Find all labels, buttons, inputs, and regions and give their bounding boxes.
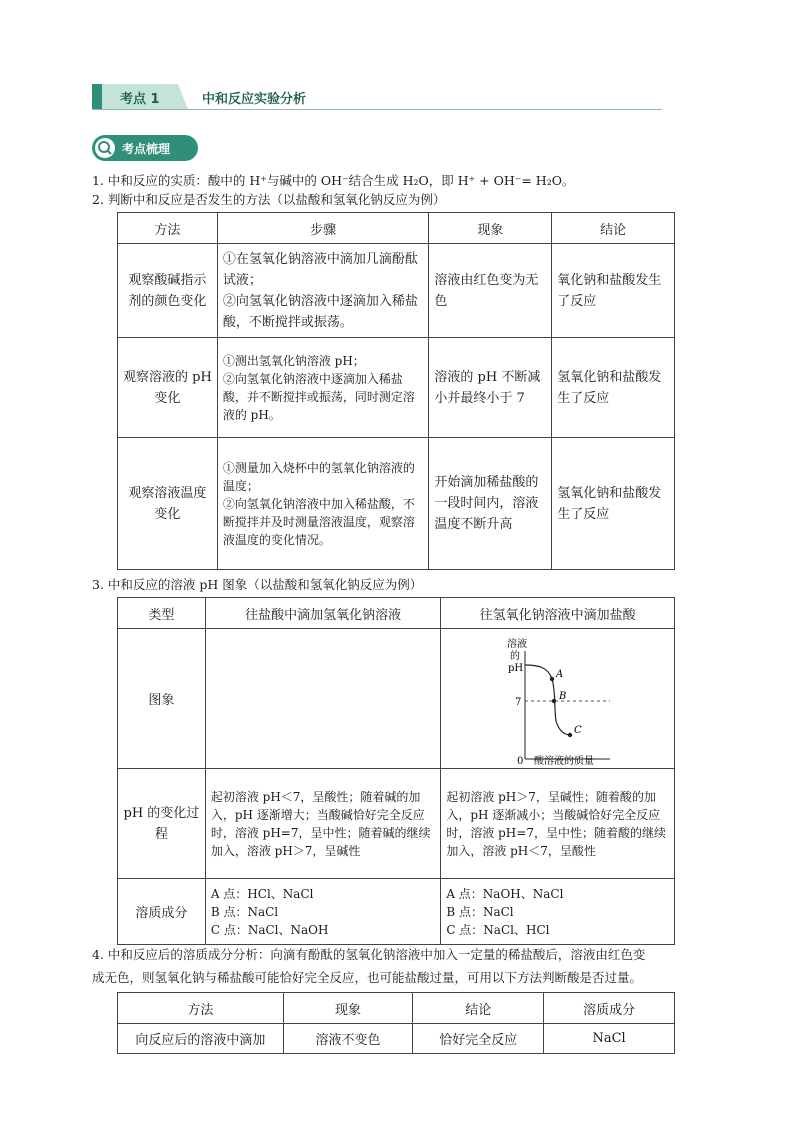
table-row xyxy=(118,338,675,438)
steps-cell xyxy=(217,244,429,338)
search-icon xyxy=(95,138,115,158)
graph-cell xyxy=(441,629,675,769)
col-header-method: 方法 xyxy=(118,993,284,1024)
process-row-label: pH 的变化过程 xyxy=(118,769,206,879)
step-1: ①在氢氧化钠溶液中滴加几滴酚酞试液； xyxy=(222,251,418,288)
solute-right-a: A 点：NaOH、NaCl xyxy=(446,886,564,901)
badge-label: 考点梳理 xyxy=(122,142,171,156)
col-header-base-to-acid: 往氢氧化钠溶液中滴加盐酸 xyxy=(441,598,675,629)
y-label-3: pH xyxy=(507,663,523,674)
table-row xyxy=(118,879,675,945)
col-header-phenomenon: 现象 xyxy=(283,993,413,1024)
paragraph-1: 1. 中和反应的实质：酸中的 H⁺与碱中的 OH⁻结合生成 H₂O，即 H⁺ + OH⁻= H₂O。 xyxy=(92,173,575,188)
section-header xyxy=(92,84,662,110)
method-cell: 观察溶液的 pH 变化 xyxy=(118,338,218,438)
paragraph-3: 3. 中和反应的溶液 pH 图象（以盐酸和氢氧化钠反应为例） xyxy=(92,577,423,592)
solute-table xyxy=(117,992,675,1054)
col-header-method: 方法 xyxy=(118,213,218,244)
x-axis-label: 酸溶液的质量 xyxy=(533,756,594,766)
col-header-solute: 溶质成分 xyxy=(544,993,675,1024)
conclusion-cell: 恰好完全反应 xyxy=(413,1024,544,1054)
phenomenon-cell: 开始滴加稀盐酸的一段时间内，溶液温度不断升高 xyxy=(429,438,552,570)
phenomenon-cell: 溶液由红色变为无色 xyxy=(429,244,552,338)
point-c xyxy=(567,733,571,737)
header-divider xyxy=(92,109,662,110)
phenomenon-cell: 溶液不变色 xyxy=(283,1024,413,1054)
solute-right-c: C 点：NaCl、HCl xyxy=(446,922,550,937)
conclusion-cell: 氢氧化钠和盐酸发生了反应 xyxy=(552,338,675,438)
paragraph-4-line-2: 成无色，则氢氧化钠与稀盐酸可能恰好完全反应，也可能盐酸过量，可用以下方法判断酸是否过量。 xyxy=(92,970,643,985)
point-b-label: B xyxy=(558,691,567,702)
step-2: ②向氢氧化钠溶液中逐滴加入稀盐酸，并不断搅拌或振荡，同时测定溶液的 pH。 xyxy=(222,371,415,422)
solute-left-b: B 点：NaCl xyxy=(210,904,279,919)
col-header-conclusion: 结论 xyxy=(413,993,544,1024)
solute-left-c: C 点：NaCl、NaOH xyxy=(210,922,329,937)
section-badge xyxy=(92,135,198,161)
ph-curve-graph xyxy=(498,631,618,766)
method-cell: 观察酸碱指示剂的颜色变化 xyxy=(118,244,218,338)
header-tab-accent xyxy=(92,84,102,109)
table-row xyxy=(118,629,675,769)
method-table xyxy=(117,212,675,570)
phenomenon-cell: 溶液的 pH 不断减小并最终小于 7 xyxy=(429,338,552,438)
solute-right-cell xyxy=(441,879,675,945)
method-cell: 观察溶液温度变化 xyxy=(118,438,218,570)
point-a-label: A xyxy=(555,669,563,680)
step-1: ①测出氢氧化钠溶液 pH； xyxy=(222,353,365,368)
paragraph-2: 2. 判断中和反应是否发生的方法（以盐酸和氢氧化钠反应为例） xyxy=(92,192,446,207)
solute-left-a: A 点：HCl、NaCl xyxy=(210,886,314,901)
y-tick-7: 7 xyxy=(514,697,522,708)
process-right-cell: 起初溶液 pH＞7，呈碱性；随着酸的加入，pH 逐渐减小；当酸碱恰好完全反应时，溶液 pH=7，呈中性；随着酸的继续加入，溶液 pH＜7，呈酸性 xyxy=(441,769,675,879)
origin-label: 0 xyxy=(516,756,524,766)
header-title: 中和反应实验分析 xyxy=(202,92,307,107)
col-header-steps: 步骤 xyxy=(217,213,429,244)
conclusion-cell: 氢氧化钠和盐酸发生了反应 xyxy=(552,438,675,570)
table-row xyxy=(118,244,675,338)
col-header-acid-to-base: 往盐酸中滴加氢氧化钠溶液 xyxy=(205,598,440,629)
step-1: ①测量加入烧杯中的氢氧化钠溶液的温度； xyxy=(222,460,415,493)
step-2: ②向氢氧化钠溶液中逐滴加入稀盐酸，不断搅拌或振荡。 xyxy=(222,293,418,330)
process-left-cell: 起初溶液 pH＜7，呈酸性；随着碱的加入，pH 逐渐增大；当酸碱恰好完全反应时，溶液 pH=7，呈中性；随着碱的继续加入，溶液 pH＞7，呈碱性 xyxy=(205,769,440,879)
solute-cell: NaCl xyxy=(544,1024,675,1054)
solute-left-cell xyxy=(205,879,440,945)
graph-row-label: 图象 xyxy=(118,629,206,769)
point-a xyxy=(549,677,553,681)
table-row xyxy=(118,769,675,879)
solute-right-b: B 点：NaCl xyxy=(446,904,514,919)
method-cell: 向反应后的溶液中滴加 xyxy=(118,1024,284,1054)
solute-row-label: 溶质成分 xyxy=(118,879,206,945)
steps-cell xyxy=(217,438,429,570)
col-header-phenomenon: 现象 xyxy=(429,213,552,244)
ph-graph-table xyxy=(117,597,675,945)
col-header-type: 类型 xyxy=(118,598,206,629)
y-label-2: 的 xyxy=(509,651,520,662)
y-label-1: 溶液 xyxy=(506,639,527,650)
table-row xyxy=(118,1024,675,1054)
paragraph-4-line-1: 4. 中和反应后的溶质成分分析：向滴有酚酞的氢氧化钠溶液中加入一定量的稀盐酸后，溶液由红色变 xyxy=(92,947,646,962)
point-b xyxy=(551,699,555,703)
header-tab-label: 考点 1 xyxy=(120,92,160,107)
conclusion-cell: 氧化钠和盐酸发生了反应 xyxy=(552,244,675,338)
steps-cell xyxy=(217,338,429,438)
step-2: ②向氢氧化钠溶液中加入稀盐酸，不断搅拌并及时测量溶液温度，观察溶液温度的变化情况。 xyxy=(222,496,415,547)
col-header-conclusion: 结论 xyxy=(552,213,675,244)
graph-empty-cell xyxy=(205,629,440,769)
point-c-label: C xyxy=(573,725,582,736)
table-row xyxy=(118,438,675,570)
